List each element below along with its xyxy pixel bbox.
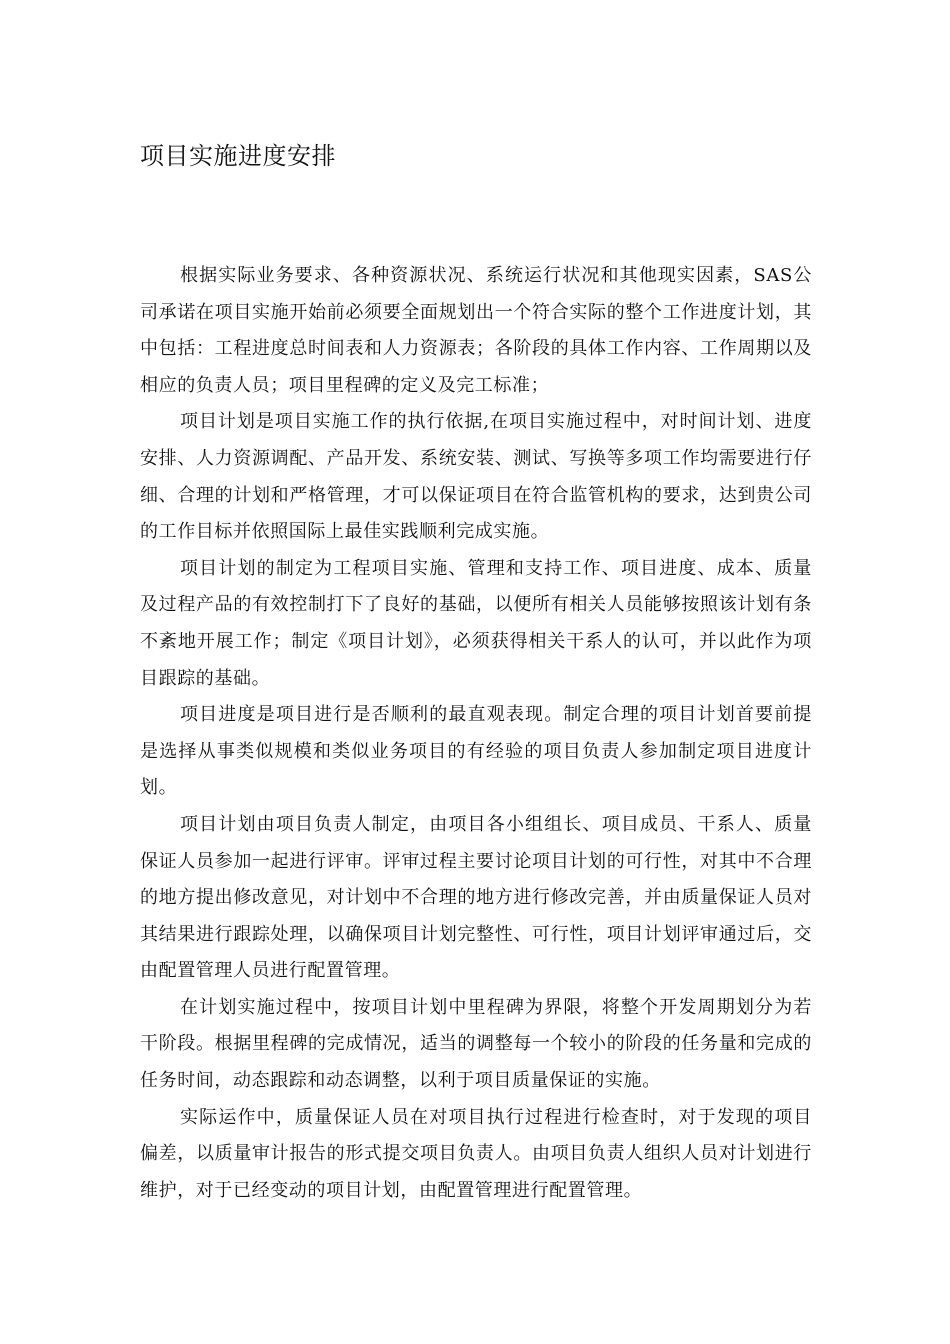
document-title: 项目实施进度安排 xyxy=(140,142,336,170)
paragraph-4: 项目进度是项目进行是否顺利的最直观表现。制定合理的项目计划首要前提是选择从事类似规模和类似业务项目的有经验的项目负责人参加制定项目进度计划。 xyxy=(140,704,812,799)
paragraph-5: 项目计划由项目负责人制定，由项目各小组组长、项目成员、干系人、质量保证人员参加一起进行评审。评审过程主要讨论项目计划的可行性，对其中不合理的地方提出修改意见，对计划中不合理的地方进行修改完善，并由质量保证人员对其结果进行跟踪处理，以确保项目计划完整性、可行性，项目计划评审通过后，交由配置管理人员进行配置管理。 xyxy=(140,813,812,982)
paragraph-2: 项目计划是项目实施工作的执行依据,在项目实施过程中，对时间计划、进度安排、人力资源调配、产品开发、系统安装、测试、写换等多项工作均需要进行仔细、合理的计划和严格管理，才可以保证项目在符合监管机构的要求，达到贵公司的工作目标并依照国际上最佳实践顺利完成实施。 xyxy=(140,411,812,543)
paragraph-1: 根据实际业务要求、各种资源状况、系统运行状况和其他现实因素，SAS公司承诺在项目实施开始前必须要全面规划出一个符合实际的整个工作进度计划，其中包括：工程进度总时间表和人力资源表；各阶段的具体工作内容、工作周期以及相应的负责人员；项目里程碑的定义及完工标准； xyxy=(140,265,812,396)
paragraph-3: 项目计划的制定为工程项目实施、管理和支持工作、项目进度、成本、质量及过程产品的有效控制打下了良好的基础，以便所有相关人员能够按照该计划有条不紊地开展工作；制定《项目计划》，必须获得相关干系人的认可，并以此作为项目跟踪的基础。 xyxy=(140,557,812,689)
document-body xyxy=(140,258,812,1209)
paragraph-6: 在计划实施过程中，按项目计划中里程碑为界限，将整个开发周期划分为若干阶段。根据里程碑的完成情况，适当的调整每一个较小的阶段的任务量和完成的任务时间，动态跟踪和动态调整，以利于项目质量保证的实施。 xyxy=(140,996,812,1092)
paragraph-7: 实际运作中，质量保证人员在对项目执行过程进行检查时，对于发现的项目偏差，以质量审计报告的形式提交项目负责人。由项目负责人组织人员对计划进行维护，对于已经变动的项目计划，由配置管理进行配置管理。 xyxy=(140,1106,812,1201)
